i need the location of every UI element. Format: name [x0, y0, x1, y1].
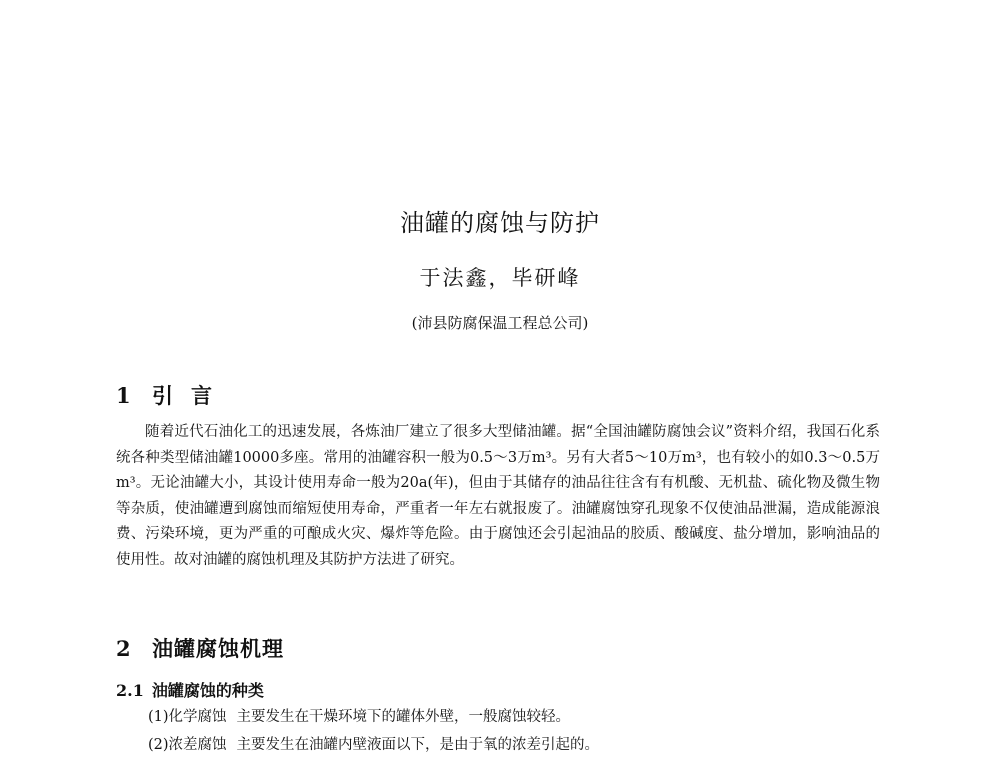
paper-title: 油罐的腐蚀与防护	[400, 209, 600, 237]
subsection-title: 油罐腐蚀的种类	[151, 681, 264, 700]
list-item-text: 主要发生在干燥环境下的罐体外壁，一般腐蚀较轻。	[236, 709, 571, 725]
paper-authors: 于法鑫，毕研峰	[419, 266, 581, 290]
list-item-label: (2)浓差腐蚀	[148, 737, 227, 753]
section-title: 引言	[152, 383, 230, 408]
subsection-number: 2.1	[116, 681, 144, 700]
list-item-text: 主要发生在油罐内壁液面以下，是由于氧的浓差引起的。	[236, 737, 600, 753]
list-item-concentration-corrosion	[148, 733, 599, 754]
section-number: 1	[116, 383, 132, 408]
section-heading-introduction	[116, 380, 230, 410]
introduction-paragraph: 随着近代石油化工的迅速发展，各炼油厂建立了很多大型储油罐。据“全国油罐防腐蚀会议”资料介绍，我国石化系统各种类型储油罐10000多座。常用的油罐容积一般为0.5～3万m³。另有大者5～10万m³，也有较小的如0.3～0.5万m³。无论油罐大小，其设计使用寿命一般为20a(年)，但由于其储存的油品往往含有有机酸、无机盐、硫化物及微生物等杂质，使油罐遭到腐蚀而缩短使用寿命，严重者一年左右就报废了。油罐腐蚀穿孔现象不仅使油品泄漏，造成能源浪费、污染环境，更为严重的可酿成火灾、爆炸等危险。由于腐蚀还会引起油品的胶质、酸碱度、盐分增加，影响油品的使用性。故对油罐的腐蚀机理及其防护方法进了研究。	[116, 424, 880, 568]
section-heading-mechanism	[116, 633, 284, 663]
paper-affiliation: (沛县防腐保温工程总公司)	[411, 314, 589, 332]
list-item-chemical-corrosion	[148, 705, 570, 726]
list-item-label: (1)化学腐蚀	[148, 709, 227, 725]
section-title: 油罐腐蚀机理	[152, 636, 284, 661]
section-number: 2	[116, 636, 132, 661]
subsection-heading-corrosion-types	[116, 678, 264, 701]
